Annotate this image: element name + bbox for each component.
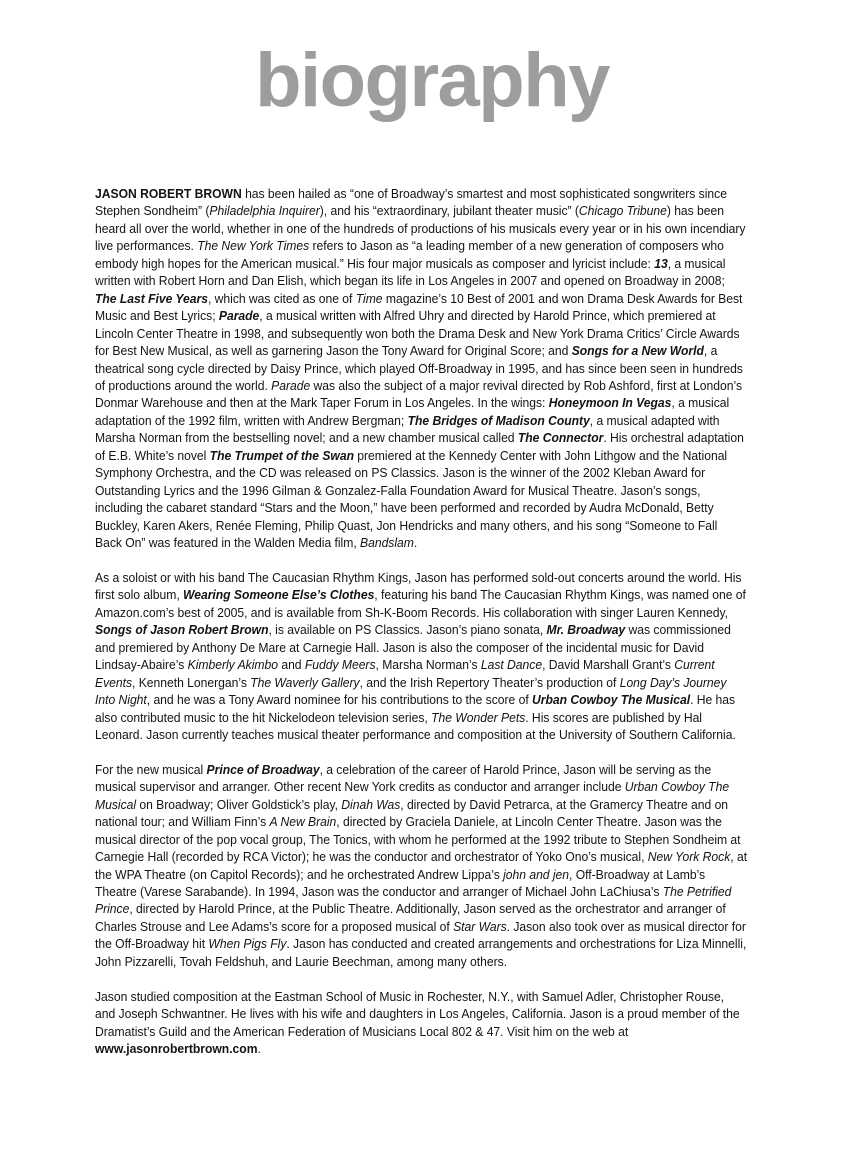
biography-body [95, 186, 771, 1058]
biography-paragraph-1: JASON ROBERT BROWN has been hailed as “one of Broadway’s smartest and most sophisticated songwriters since Stephen Sondheim” (Philadelphia Inquirer), and his “extraordinary, jubilant theater music” (Chicago Tribune) has been heard all over the world, whether in one of the hundreds of productions of his musicals every year or in his own incendiary live performances. The New York Times refers to Jason as “a leading member of a new generation of composers who embody high hopes for the American musical.” His four major musicals as composer and lyricist include: 13, a musical written with Robert Horn and Dan Elish, which began its life in Los Angeles in 2007 and opened on Broadway in 2008; The Last Five Years, which was cited as one of Time magazine’s 10 Best of 2001 and won Drama Desk Awards for Best Music and Best Lyrics; Parade, a musical written with Alfred Uhry and directed by Harold Prince, which premiered at Lincoln Center Theatre in 1998, and subsequently won both the Drama Desk and New York Drama Critics’ Circle Awards for Best New Musical, as well as garnering Jason the Tony Award for Original Score; and Songs for a New World, a theatrical song cycle directed by Daisy Prince, which played Off-Broadway in 1995, and has since been seen in hundreds of productions around the world. Parade was also the subject of a major revival directed by Rob Ashford, first at London’s Donmar Warehouse and then at the Mark Taper Forum in Los Angeles. In the wings: Honeymoon In Vegas, a musical adaptation of the 1992 film, written with Andrew Bergman; The Bridges of Madison County, a musical adapted with Marsha Norman from the bestselling novel; and a new chamber musical called The Connector. His orchestral adaptation of E.B. White’s novel The Trumpet of the Swan premiered at the Kennedy Center with John Lithgow and the National Symphony Orchestra, and the CD was released on PS Classics. Jason is the winner of the 2002 Kleban Award for Outstanding Lyrics and the 1996 Gilman & Gonzalez-Falla Foundation Award for Musical Theatre. Jason’s songs, including the cabaret standard “Stars and the Moon,” have been performed and recorded by Audra McDonald, Betty Buckley, Karen Akers, Renée Fleming, Philip Quast, Jon Hendricks and many others, and his song “Someone to Fall Back On” was featured in the Walden Media film, Bandslam. [95, 187, 746, 551]
page-title: biography [255, 38, 609, 123]
biography-paragraph-2: As a soloist or with his band The Caucasian Rhythm Kings, Jason has performed sold-out concerts around the world. His first solo album, Wearing Someone Else’s Clothes, featuring his band The Caucasian Rhythm Kings, was named one of Amazon.com’s best of 2005, and is available from Sh-K-Boom Records. His collaboration with singer Lauren Kennedy, Songs of Jason Robert Brown, is available on PS Classics. Jason’s piano sonata, Mr. Broadway was commissioned and premiered by Anthony De Mare at Carnegie Hall. Jason is also the composer of the incidental music for David Lindsay-Abaire’s Kimberly Akimbo and Fuddy Meers, Marsha Norman’s Last Dance, David Marshall Grant’s Current Events, Kenneth Lonergan’s The Waverly Gallery, and the Irish Repertory Theater’s production of Long Day’s Journey Into Night, and he was a Tony Award nominee for his contributions to the score of Urban Cowboy The Musical. He has also contributed music to the hit Nickelodeon television series, The Wonder Pets. His scores are published by Hal Leonard. Jason currently teaches musical theater performance and composition at the University of Southern California. [95, 570, 746, 742]
biography-paragraph-3: For the new musical Prince of Broadway, a celebration of the career of Harold Prince, Jason will be serving as the musical supervisor and arranger. Other recent New York credits as conductor and arranger include Urban Cowboy The Musical on Broadway; Oliver Goldstick’s play, Dinah Was, directed by David Petrarca, at the Gramercy Theatre and on national tour; and William Finn’s A New Brain, directed by Graciela Daniele, at Lincoln Center Theatre. Jason was the musical director of the pop vocal group, The Tonics, with whom he performed at the 1992 tribute to Stephen Sondheim at Carnegie Hall (recorded by RCA Victor); he was the conductor and orchestrator of Yoko Ono’s musical, New York Rock, at the WPA Theatre (on Capitol Records); and he orchestrated Andrew Lippa’s john and jen, Off-Broadway at Lamb’s Theatre (Varese Sarabande). In 1994, Jason was the conductor and arranger of Michael John LaChiusa’s The Petrified Prince, directed by Harold Prince, at the Public Theatre. Additionally, Jason served as the orchestrator and arranger of Charles Strouse and Lee Adams’s score for a proposed musical of Star Wars. Jason also took over as musical director for the Off-Broadway hit When Pigs Fly. Jason has conducted and created arrangements and orchestrations for Liza Minnelli, John Pizzarelli, Tovah Feldshuh, and Laurie Beechman, among many others. [95, 762, 748, 969]
biography-paragraph-4: Jason studied composition at the Eastman School of Music in Rochester, N.Y., with Samuel Adler, Christopher Rouse, and Joseph Schwantner. He lives with his wife and daughters in Los Angeles, California. Jason is a proud member of the Dramatist’s Guild and the American Federation of Musicians Local 802 & 47. Visit him on the web at www.jasonrobertbrown.com. [95, 989, 740, 1057]
